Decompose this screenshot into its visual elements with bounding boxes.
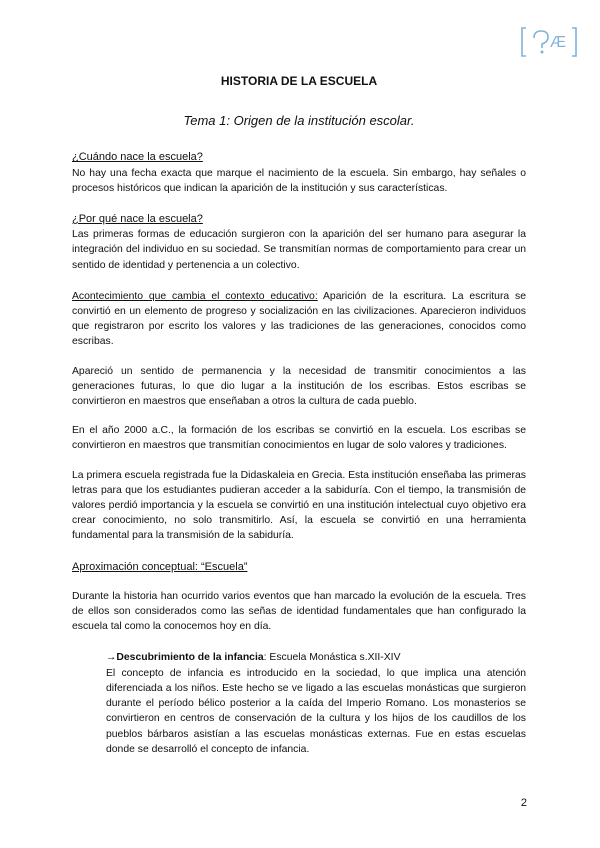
document-body bbox=[72, 70, 526, 757]
subsection-descubrimiento bbox=[106, 650, 526, 756]
paragraph: Las primeras formas de educación surgieron con la aparición del ser humano para asegurar la integración del individuo en su sociedad. Se transmitían normas de comportamiento para crear un sentido de identidad y pertenencia a un colectivo. bbox=[72, 229, 526, 271]
paragraph: Durante la historia han ocurrido varios eventos que han marcado la evolución de la escuela. Tres de ellos son considerados como las señas de identidad fundamentales que han configurado la escuela tal como la conocemos hoy en día. bbox=[72, 590, 526, 633]
document-title: HISTORIA DE LA ESCUELA bbox=[220, 74, 378, 88]
section-heading: ¿Por qué nace la escuela? bbox=[72, 213, 203, 226]
question-mark-logo bbox=[520, 22, 578, 62]
section-heading: ¿Cuándo nace la escuela? bbox=[72, 151, 203, 164]
section-porque bbox=[72, 212, 526, 273]
heading-suffix: : Escuela Monástica s.XII-XIV bbox=[263, 652, 401, 664]
section-heading: Aproximación conceptual: “Escuela” bbox=[72, 560, 248, 573]
paragraph: En el año 2000 a.C., la formación de los escribas se convirtió en la escuela. Los escribas se convirtieron en maestros que transmitían conocimientos en lugar de solo valores y tradiciones. bbox=[72, 425, 526, 452]
inline-heading: Acontecimiento que cambia el contexto educativo: bbox=[72, 290, 318, 302]
paragraph-text: Aparición de la escritura. La escritura se convirtió en un elemento de progreso y socialización en las civilizaciones. Aparecieron individuos que registraron por escrito los valores y las tradiciones de las generaciones, conocidos como escribas. bbox=[72, 290, 526, 348]
paragraph bbox=[72, 289, 526, 350]
page-number: 2 bbox=[520, 797, 527, 809]
arrow-icon: → bbox=[106, 652, 117, 664]
paragraph: El concepto de infancia es introducido en la sociedad, lo que implica una atención diferenciada a los niños. Este hecho se ve ligado a las escuelas monásticas que surgieron durante el período bélico posterior a la caída del Imperio Romano. Los monasterios se convirtieron en centros de conservación de la cultura y los hijos de los caudillos de los pueblos bárbaros asistían a las escuelas monásticas externas. Fue en estas escuelas donde se desarrolló el concepto de infancia. bbox=[106, 667, 526, 755]
paragraph: No hay una fecha exacta que marque el nacimiento de la escuela. Sin embargo, hay señales o procesos históricos que indican la aparición de la institución y sus características. bbox=[72, 167, 526, 194]
svg-text:Æ: Æ bbox=[550, 34, 566, 51]
subsection-heading bbox=[106, 650, 526, 665]
section-cuando bbox=[72, 150, 526, 196]
document-subtitle: Tema 1: Origen de la institución escolar. bbox=[183, 113, 415, 129]
paragraph: Apareció un sentido de permanencia y la necesidad de transmitir conocimientos a las generaciones futuras, lo que dio lugar a la institución de los escribas. Estos escribas se convirtieron en maestros que enseñaban a otros la cultura de cada pueblo. bbox=[72, 365, 526, 408]
paragraph: La primera escuela registrada fue la Didaskaleia en Grecia. Esta institución enseñaba las primeras letras para que los estudiantes pudieran acceder a la sabiduría. Con el tiempo, la transmisión de valores perdió importancia y la escuela se convirtió en una institución intelectual cuyo objetivo era crear conocimiento, no solo transmitirlo. Así, la escuela se convirtió en una herramienta fundamental para la transmisión de la sabiduría. bbox=[72, 469, 526, 542]
bold-label: Descubrimiento de la infancia bbox=[116, 652, 264, 664]
section-acontecimiento bbox=[72, 289, 526, 544]
section-aproximacion bbox=[72, 560, 526, 635]
